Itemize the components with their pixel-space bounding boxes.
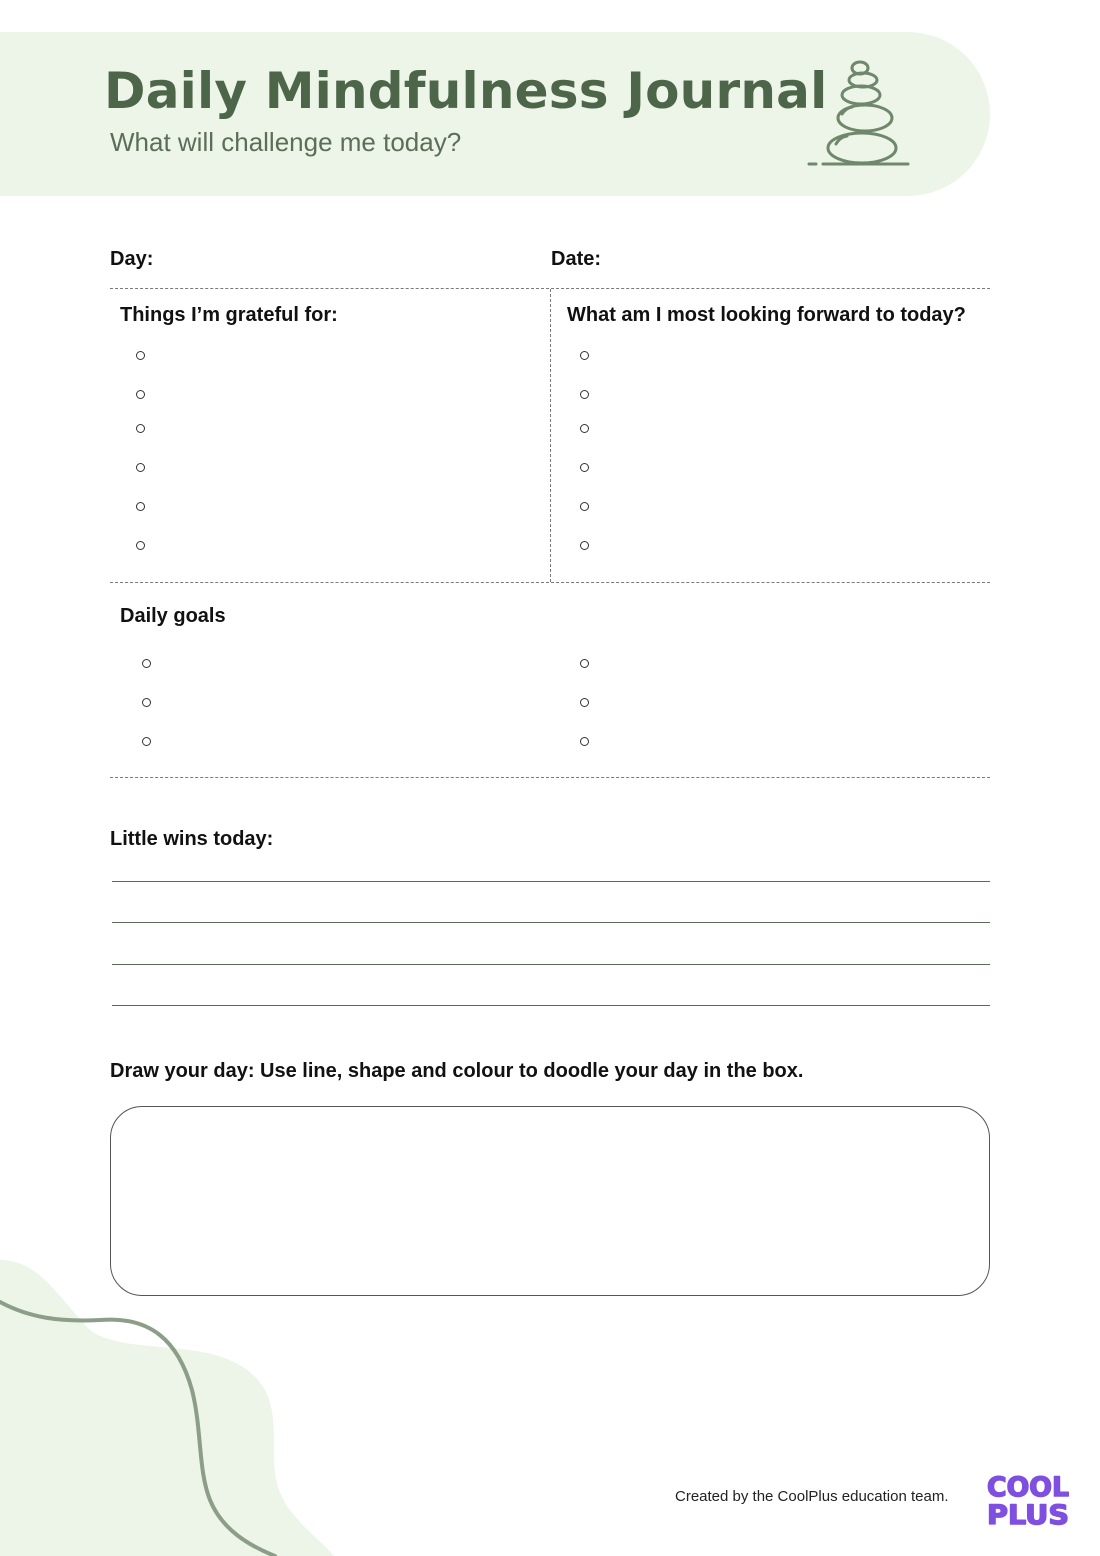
day-label: Day: [110, 248, 154, 270]
goal-bullet [580, 659, 589, 668]
svg-text:PLUS: PLUS [987, 1500, 1069, 1528]
wins-writing-line [112, 964, 990, 965]
page-subtitle: What will challenge me today? [110, 127, 462, 157]
divider-middle [110, 582, 990, 583]
decorative-wave-shape [0, 1240, 340, 1556]
grateful-bullet [136, 541, 145, 550]
goal-bullet [142, 659, 151, 668]
wins-writing-line [112, 922, 990, 923]
grateful-title: Things I’m grateful for: [120, 304, 338, 326]
divider-bottom [110, 777, 990, 778]
coolplus-logo [985, 1470, 1073, 1528]
grateful-bullet [136, 424, 145, 433]
goal-bullet [142, 698, 151, 707]
forward-bullet [580, 541, 589, 550]
grateful-bullet [136, 390, 145, 399]
forward-bullet [580, 463, 589, 472]
forward-bullet [580, 390, 589, 399]
goal-bullet [142, 737, 151, 746]
wins-title: Little wins today: [110, 828, 274, 850]
grateful-bullet [136, 502, 145, 511]
forward-bullet [580, 502, 589, 511]
svg-text:COOL: COOL [987, 1472, 1069, 1503]
footer-credit: Created by the CoolPlus education team. [675, 1488, 949, 1505]
date-label: Date: [551, 248, 602, 270]
page-title: Daily Mindfulness Journal [104, 62, 828, 120]
goal-bullet [580, 698, 589, 707]
goals-title: Daily goals [120, 605, 226, 627]
wins-writing-line [112, 881, 990, 882]
grateful-bullet [136, 351, 145, 360]
divider-vertical [550, 289, 551, 582]
forward-bullet [580, 424, 589, 433]
goal-bullet [580, 737, 589, 746]
stacked-stones-icon [806, 56, 914, 168]
grateful-bullet [136, 463, 145, 472]
wins-writing-line [112, 1005, 990, 1006]
draw-title: Draw your day: Use line, shape and colour to doodle your day in the box. [110, 1060, 804, 1082]
forward-title: What am I most looking forward to today? [567, 304, 966, 326]
forward-bullet [580, 351, 589, 360]
